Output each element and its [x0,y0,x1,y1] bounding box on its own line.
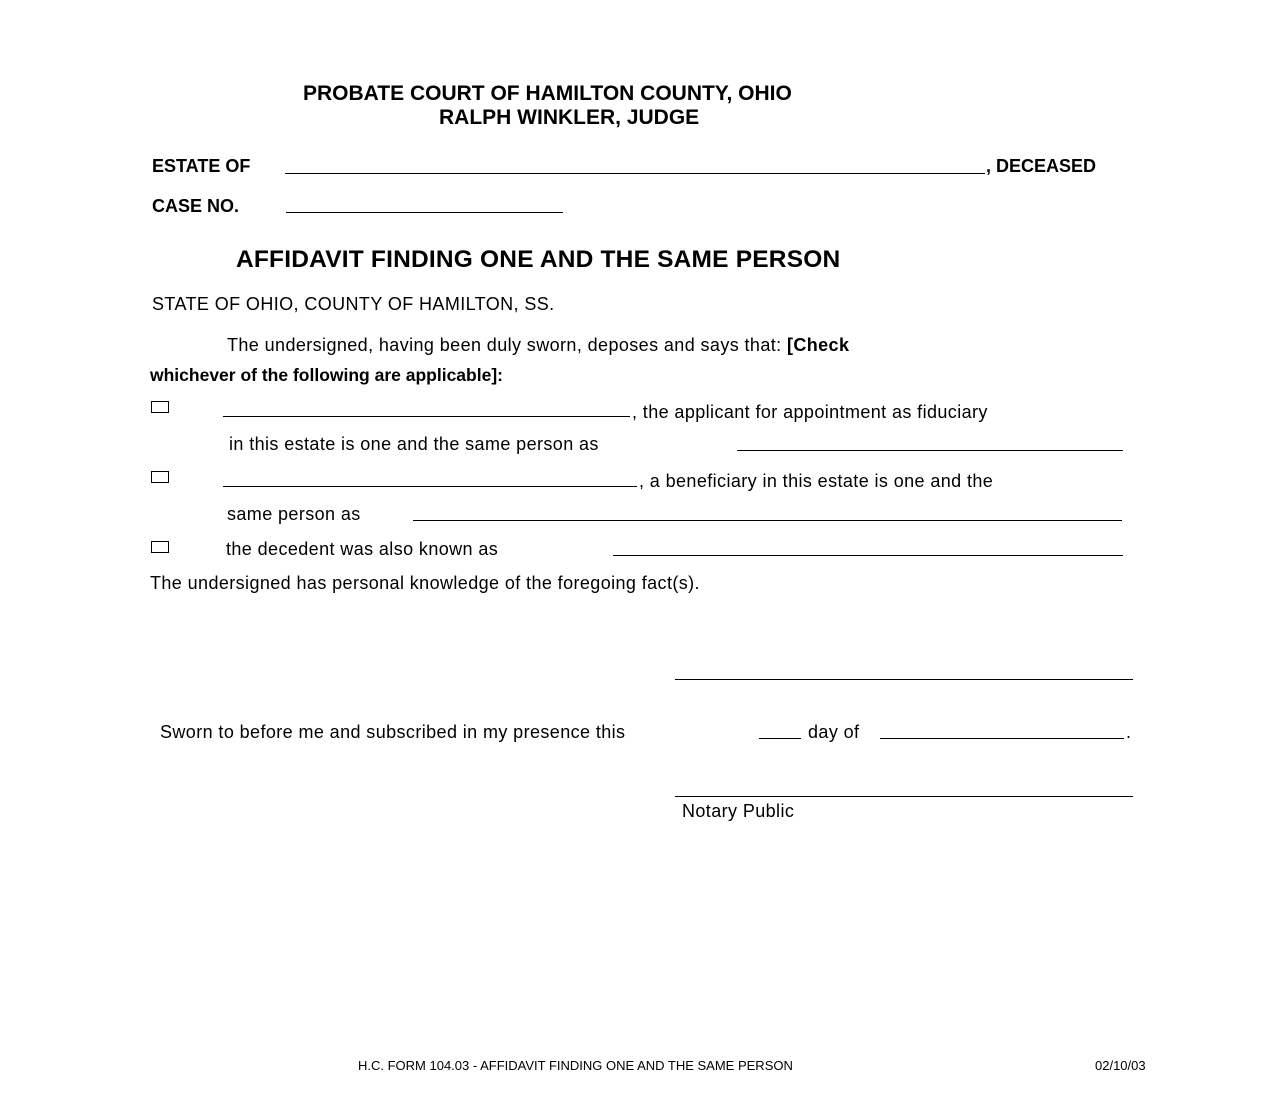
court-title: PROBATE COURT OF HAMILTON COUNTY, OHIO [303,82,792,105]
estate-label: ESTATE OF [152,156,251,176]
case-number-field[interactable] [286,212,563,213]
applicant-other-name-field[interactable] [737,450,1123,451]
intro-text: The undersigned, having been duly sworn, deposes and says that: [227,335,787,355]
aka-name-field[interactable] [613,555,1123,556]
form-date: 02/10/03 [1095,1058,1146,1073]
option-aka-text: the decedent was also known as [226,539,499,559]
option-applicant-text: , the applicant for appointment as fiduciary [632,402,988,422]
option-beneficiary-text-continued: same person as [227,504,361,524]
sworn-day-of-text: day of [808,722,860,742]
instruction-text: [Check [786,335,850,355]
intro-paragraph [227,335,849,356]
sworn-period: . [1126,722,1132,742]
notary-public-label: Notary Public [682,801,795,821]
option-applicant-checkbox[interactable] [151,401,169,413]
option-beneficiary-text: , a beneficiary in this estate is one and the [639,471,994,491]
affiant-signature-line[interactable] [675,679,1133,680]
judge-name: RALPH WINKLER, JUDGE [439,106,700,129]
page-title: AFFIDAVIT FINDING ONE AND THE SAME PERSON [236,246,841,273]
estate-name-field[interactable] [285,173,985,174]
instruction-text-continued: whichever of the following are applicable]: [150,365,503,385]
option-applicant-text-continued: in this estate is one and the same person as [229,434,599,454]
deceased-label: , DECEASED [986,156,1097,176]
sworn-statement: Sworn to before me and subscribed in my presence this [160,722,626,742]
venue-statement: STATE OF OHIO, COUNTY OF HAMILTON, SS. [152,294,555,314]
notary-signature-line[interactable] [675,796,1133,797]
knowledge-statement: The undersigned has personal knowledge of the foregoing fact(s). [150,573,700,593]
sworn-month-year-field[interactable] [880,738,1124,739]
sworn-day-field[interactable] [759,738,801,739]
case-number-label: CASE NO. [152,196,240,216]
beneficiary-name-field[interactable] [223,486,637,487]
form-footer: H.C. FORM 104.03 - AFFIDAVIT FINDING ONE AND THE SAME PERSON [358,1058,793,1073]
option-aka-checkbox[interactable] [151,541,169,553]
beneficiary-other-name-field[interactable] [413,520,1122,521]
option-beneficiary-checkbox[interactable] [151,471,169,483]
applicant-name-field[interactable] [223,416,630,417]
